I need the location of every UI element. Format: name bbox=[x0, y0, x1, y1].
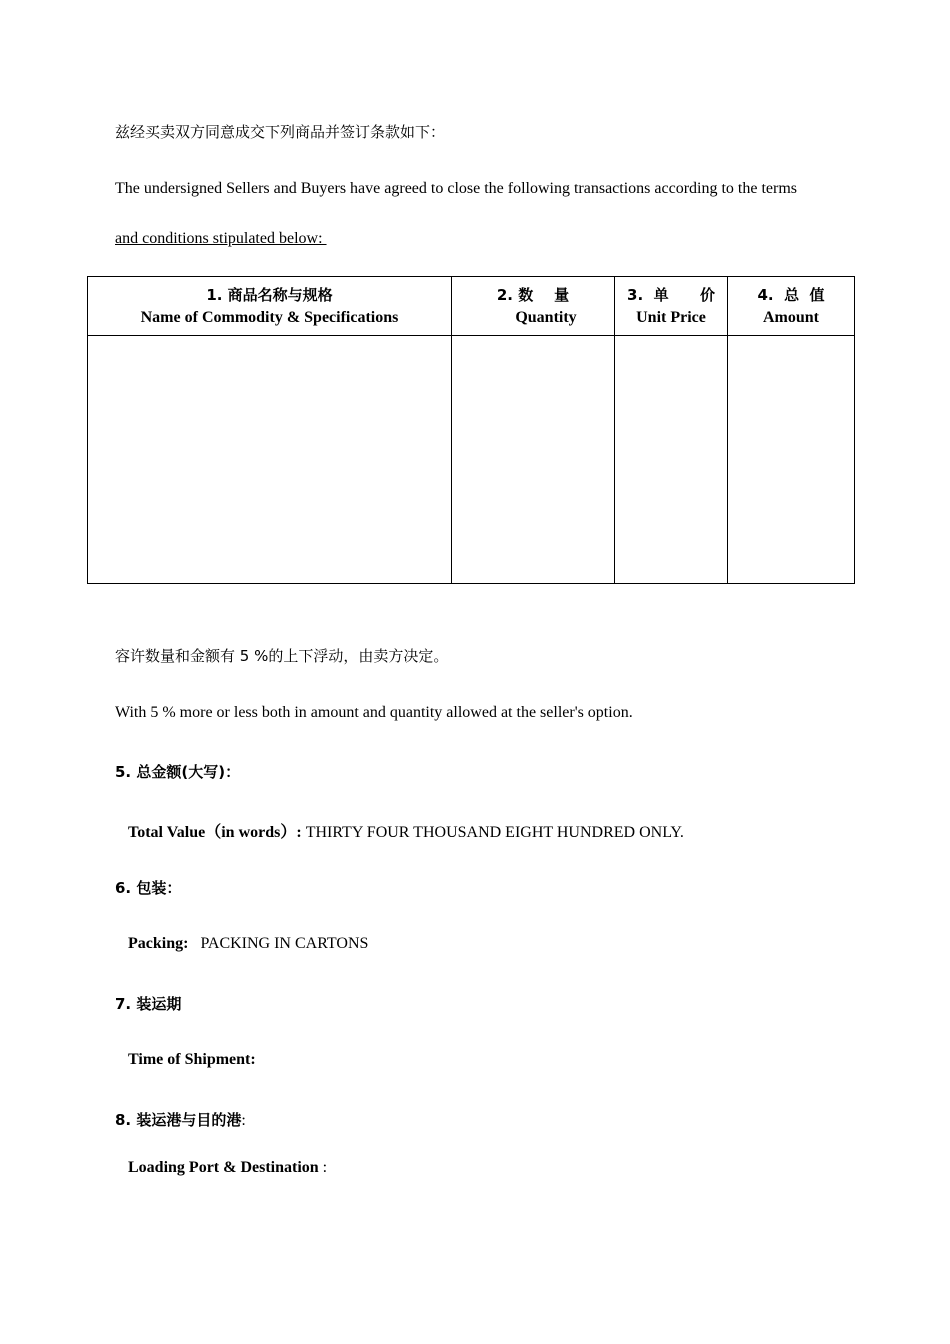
intro-en-line2: and conditions stipulated below: bbox=[115, 230, 327, 247]
clause-7-title: 7. 装运期 bbox=[115, 995, 182, 1013]
total-value-label: Total Value（in words）: bbox=[128, 824, 302, 841]
header-quantity bbox=[452, 277, 615, 336]
tolerance-en: With 5 % more or less both in amount and quantity allowed at the seller's option. bbox=[115, 704, 633, 721]
header-amount-en: Amount bbox=[762, 309, 819, 326]
header-commodity-cn: 1. 商品名称与规格 bbox=[206, 286, 333, 304]
clause-8-line bbox=[128, 1159, 327, 1177]
cell-quantity bbox=[452, 336, 615, 584]
clause-6-title: 6. 包装： bbox=[115, 879, 182, 897]
header-quantity-cn: 2. 数 量 bbox=[496, 286, 570, 304]
clause-6-line bbox=[128, 935, 368, 953]
clause-8-title-text: 8. 装运港与目的港 bbox=[115, 1111, 242, 1129]
packing-label: Packing: bbox=[128, 935, 189, 952]
header-unit-price-en: Unit Price bbox=[636, 309, 706, 326]
clause-7-line bbox=[128, 1051, 256, 1069]
total-value-text: THIRTY FOUR THOUSAND EIGHT HUNDRED ONLY. bbox=[305, 824, 684, 841]
ports-colon: : bbox=[318, 1159, 328, 1176]
packing-text: PACKING IN CARTONS bbox=[200, 935, 369, 952]
goods-table-header-row bbox=[88, 277, 855, 336]
ports-label: Loading Port & Destination bbox=[128, 1159, 319, 1176]
cell-amount bbox=[728, 336, 855, 584]
header-commodity bbox=[88, 277, 452, 336]
goods-table bbox=[87, 276, 855, 584]
header-unit-price bbox=[615, 277, 728, 336]
intro-cn: 兹经买卖双方同意成交下列商品并签订条款如下： bbox=[115, 123, 446, 141]
cell-commodity bbox=[88, 336, 452, 584]
header-amount-cn: 4. 总 值 bbox=[757, 286, 825, 304]
cell-unit-price bbox=[615, 336, 728, 584]
header-quantity-en: Quantity bbox=[515, 309, 577, 326]
header-commodity-en: Name of Commodity & Specifications bbox=[140, 309, 399, 326]
clause-8-title-colon: : bbox=[241, 1112, 246, 1129]
clause-8-title bbox=[115, 1109, 246, 1130]
header-amount bbox=[728, 277, 855, 336]
intro-en-line1: The undersigned Sellers and Buyers have agreed to close the following transactions according to the terms bbox=[115, 180, 798, 197]
header-unit-price-cn: 3. 单 价 bbox=[627, 286, 715, 304]
shipment-label: Time of Shipment: bbox=[128, 1051, 256, 1068]
table-row bbox=[88, 336, 855, 584]
clause-5-line bbox=[128, 819, 684, 842]
clause-5-title: 5. 总金额(大写)： bbox=[115, 763, 241, 781]
tolerance-cn: 容许数量和金额有 5 %的上下浮动，由卖方决定。 bbox=[115, 647, 449, 665]
